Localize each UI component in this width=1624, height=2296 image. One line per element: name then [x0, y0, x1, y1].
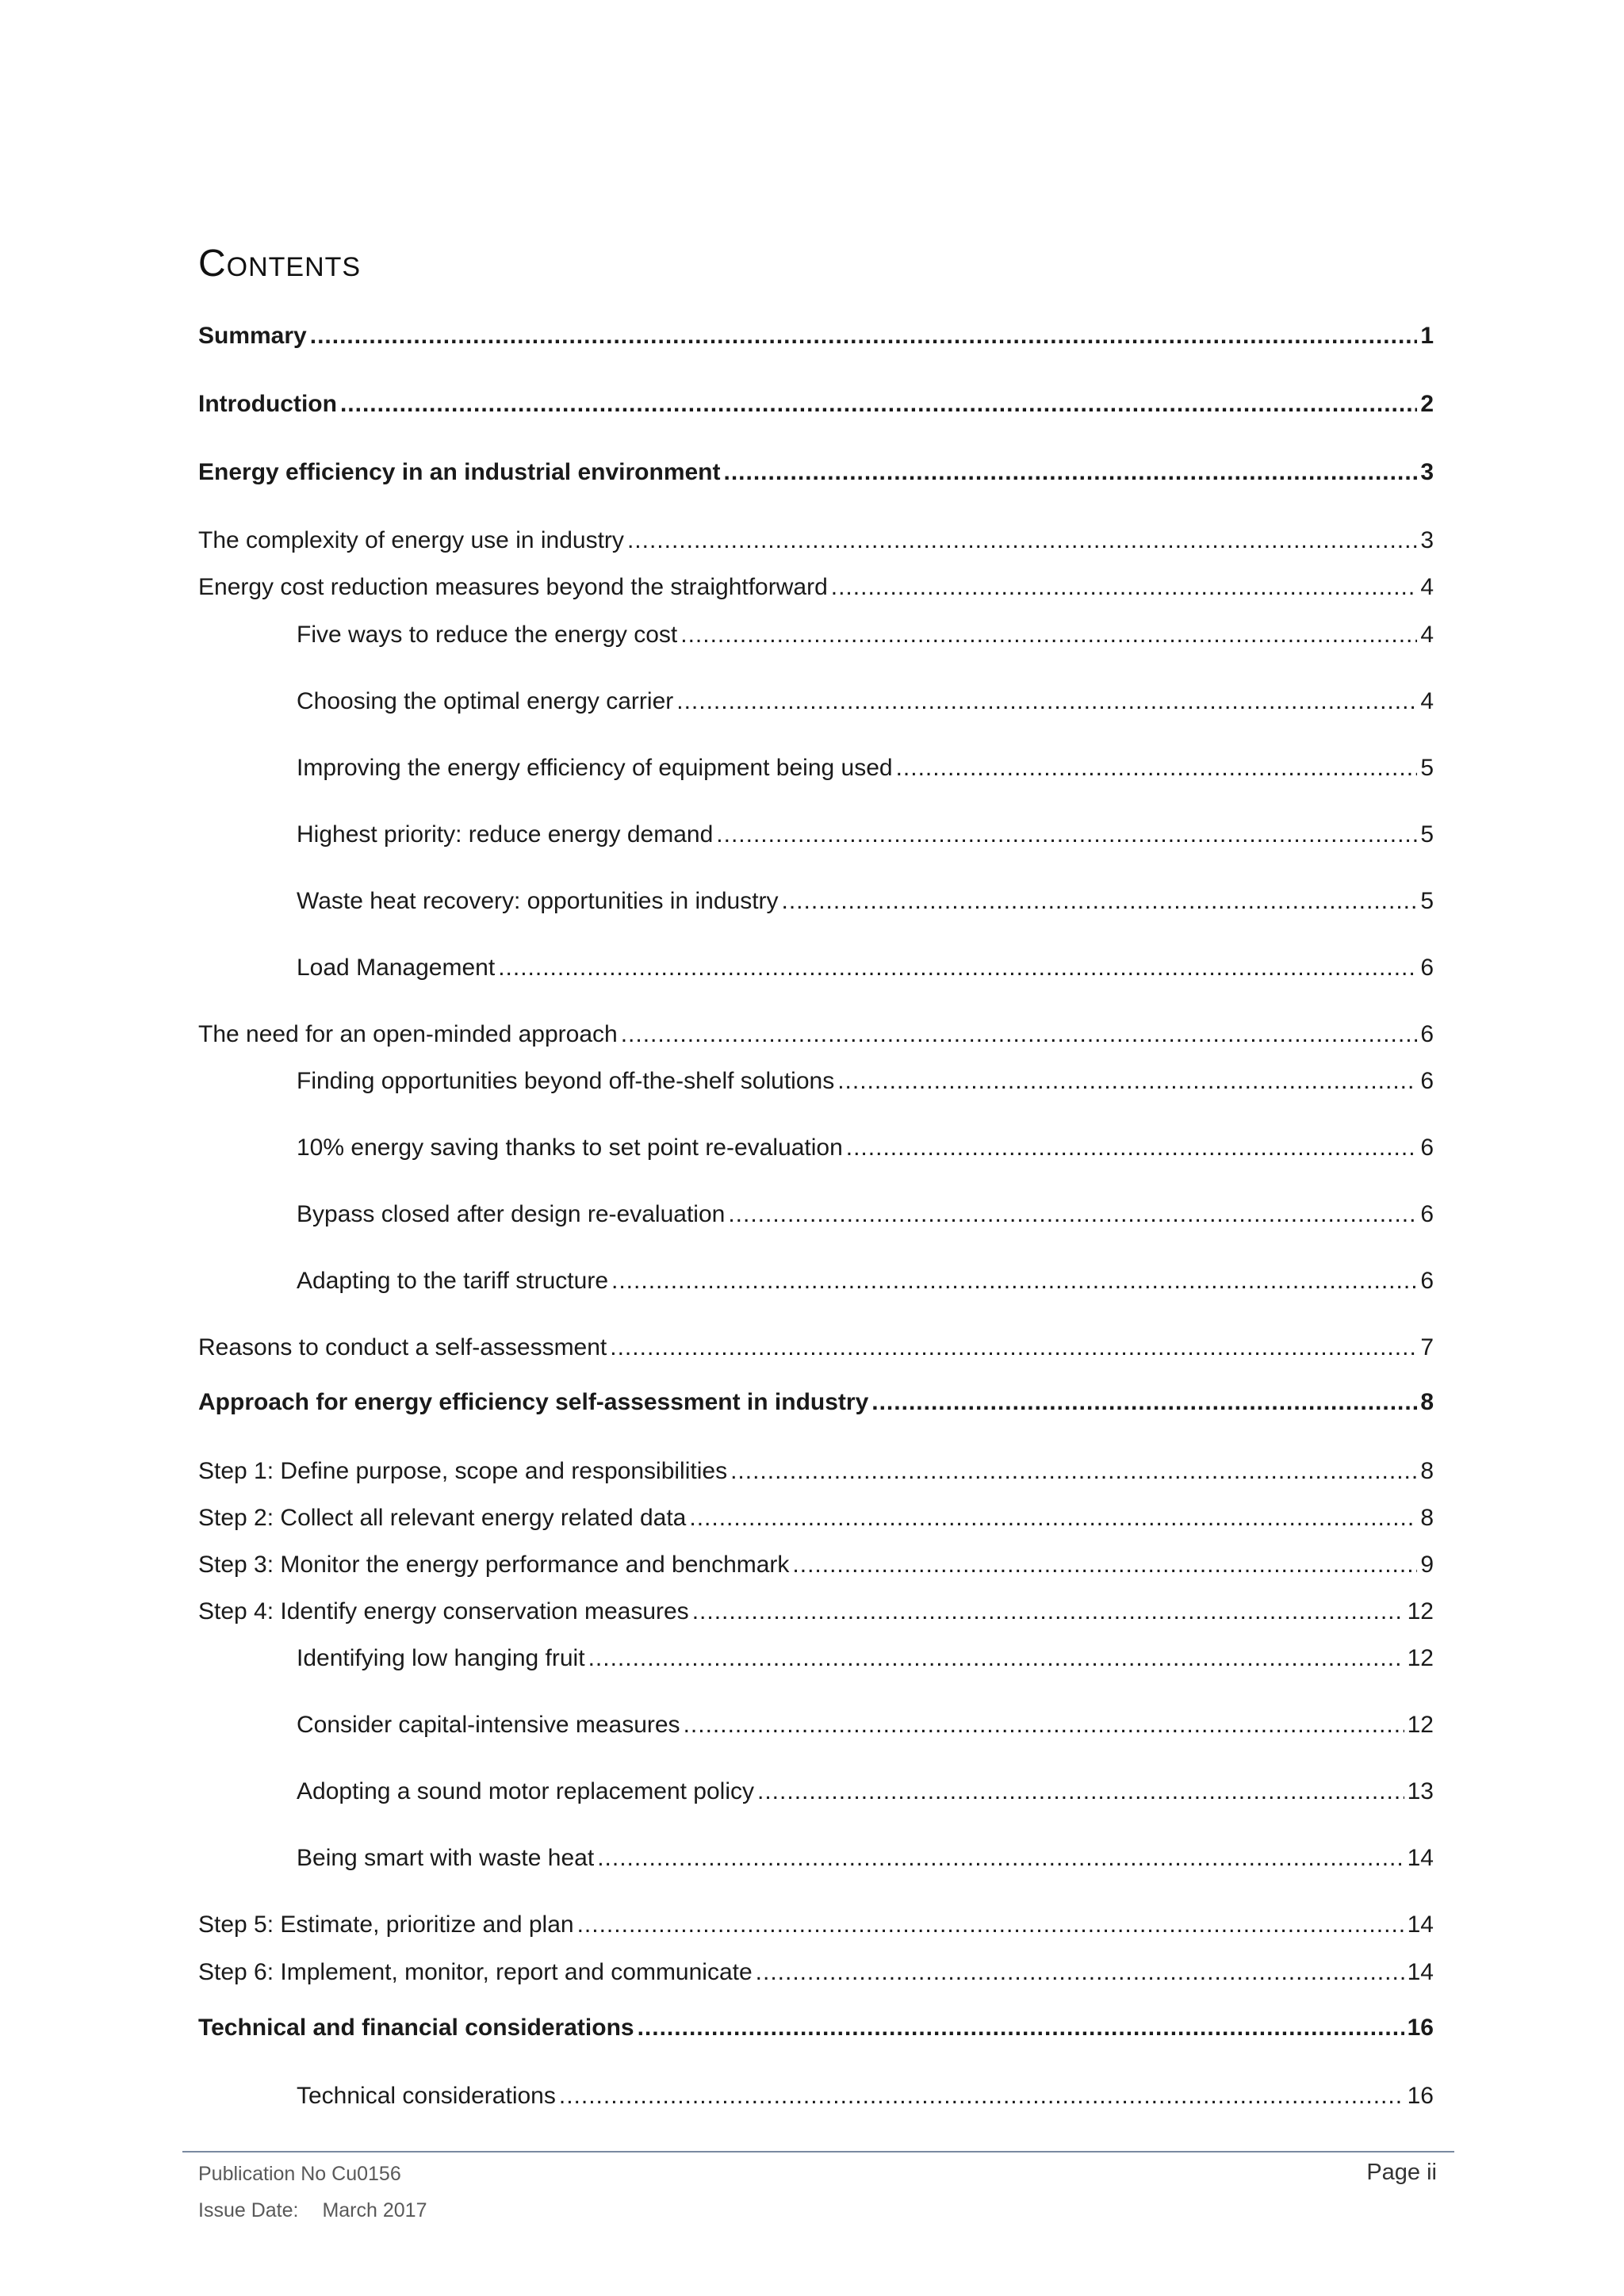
toc-entry[interactable]: [297, 619, 1434, 651]
toc-entry[interactable]: [297, 1132, 1434, 1164]
toc-dot-leader: [627, 525, 1417, 557]
toc-dot-leader: [782, 886, 1418, 917]
toc-entry[interactable]: [198, 1387, 1434, 1418]
toc-entry-page-number: 8: [1420, 1389, 1434, 1415]
toc-dot-leader: [757, 1776, 1404, 1808]
toc-dot-leader: [680, 619, 1417, 651]
toc-entry-page-number: 6: [1420, 1021, 1434, 1047]
toc-entry-title: Consider capital-intensive measures: [297, 1712, 680, 1738]
toc-entry-page-number: 16: [1407, 2083, 1434, 2109]
toc-entry[interactable]: [297, 1199, 1434, 1230]
toc-dot-leader: [692, 1596, 1404, 1628]
toc-entry-title: Improving the energy efficiency of equipment being used: [297, 755, 893, 781]
toc-entry-title: Introduction: [198, 391, 337, 417]
toc-entry[interactable]: [198, 1019, 1434, 1050]
toc-dot-leader: [310, 320, 1418, 352]
toc-entry-page-number: 6: [1420, 955, 1434, 981]
issue-date-value: March 2017: [322, 2199, 427, 2221]
footer-divider: [182, 2151, 1454, 2152]
toc-entry-page-number: 5: [1420, 888, 1434, 914]
toc-entry[interactable]: [198, 1957, 1434, 1988]
toc-dot-leader: [577, 1909, 1404, 1941]
footer-publication-number: Publication No Cu0156: [198, 2163, 401, 2185]
toc-entry[interactable]: [297, 1843, 1434, 1874]
toc-entry-title: Technical and financial considerations: [198, 2015, 634, 2041]
toc-entry[interactable]: [297, 886, 1434, 917]
toc-entry[interactable]: [297, 952, 1434, 984]
toc-dot-leader: [837, 1066, 1417, 1097]
toc-entry[interactable]: [297, 1066, 1434, 1097]
toc-entry-page-number: 16: [1407, 2015, 1434, 2041]
toc-dot-leader: [846, 1132, 1418, 1164]
toc-dot-leader: [684, 1709, 1404, 1741]
toc-entry-page-number: 14: [1407, 1959, 1434, 1985]
toc-entry-page-number: 3: [1420, 459, 1434, 485]
toc-entry-page-number: 8: [1420, 1458, 1434, 1484]
toc-entry-title: Adapting to the tariff structure: [297, 1268, 609, 1294]
toc-entry[interactable]: [198, 1502, 1434, 1534]
toc-entry[interactable]: [198, 525, 1434, 557]
toc-entry[interactable]: [198, 388, 1434, 420]
toc-entry-title: Adopting a sound motor replacement policy: [297, 1778, 755, 1804]
toc-entry[interactable]: [198, 1909, 1434, 1941]
toc-entry[interactable]: [198, 457, 1434, 488]
toc-entry-page-number: 5: [1420, 755, 1434, 781]
toc-dot-leader: [597, 1843, 1404, 1874]
toc-entry-title: Energy efficiency in an industrial environment: [198, 459, 721, 485]
toc-dot-leader: [611, 1265, 1417, 1297]
toc-entry-page-number: 13: [1407, 1778, 1434, 1804]
toc-entry-page-number: 12: [1407, 1598, 1434, 1624]
toc-entry-title: The complexity of energy use in industry: [198, 527, 624, 553]
toc-dot-leader: [896, 752, 1418, 784]
toc-entry-title: 10% energy saving thanks to set point re-evaluation: [297, 1135, 843, 1161]
toc-entry-page-number: 12: [1407, 1712, 1434, 1738]
toc-entry-title: Highest priority: reduce energy demand: [297, 821, 714, 848]
toc-entry-title: Step 1: Define purpose, scope and responsibilities: [198, 1458, 728, 1484]
toc-dot-leader: [831, 572, 1418, 603]
toc-dot-leader: [621, 1019, 1418, 1050]
toc-entry-title: Step 5: Estimate, prioritize and plan: [198, 1911, 574, 1938]
toc-dot-leader: [340, 388, 1417, 420]
toc-entry[interactable]: [297, 1776, 1434, 1808]
toc-entry-title: Finding opportunities beyond off-the-shelf solutions: [297, 1068, 835, 1094]
toc-entry[interactable]: [297, 1709, 1434, 1741]
toc-entry-page-number: 9: [1420, 1552, 1434, 1578]
toc-entry[interactable]: [297, 752, 1434, 784]
toc-dot-leader: [730, 1456, 1417, 1487]
toc-dot-leader: [676, 686, 1417, 718]
toc-entry-page-number: 4: [1420, 622, 1434, 648]
toc-dot-leader: [610, 1332, 1417, 1364]
toc-dot-leader: [724, 457, 1418, 488]
toc-entry-page-number: 5: [1420, 821, 1434, 848]
toc-dot-leader: [638, 2012, 1404, 2044]
toc-entry-page-number: 12: [1407, 1645, 1434, 1671]
toc-entry[interactable]: [198, 1549, 1434, 1581]
toc-entry[interactable]: [297, 819, 1434, 851]
toc-entry-title: Step 4: Identify energy conservation measures: [198, 1598, 689, 1624]
footer-page-number: Page ii: [1366, 2160, 1437, 2185]
toc-entry-title: Approach for energy efficiency self-assessment in industry: [198, 1389, 869, 1415]
toc-entry[interactable]: [297, 1643, 1434, 1674]
toc-entry-title: Technical considerations: [297, 2083, 556, 2109]
toc-entry[interactable]: [198, 1332, 1434, 1364]
toc-entry-title: Step 2: Collect all relevant energy related data: [198, 1505, 687, 1531]
toc-entry-page-number: 6: [1420, 1068, 1434, 1094]
toc-dot-leader: [792, 1549, 1417, 1581]
toc-entry-title: Five ways to reduce the energy cost: [297, 622, 678, 648]
toc-entry-page-number: 14: [1407, 1845, 1434, 1871]
toc-dot-leader: [716, 819, 1417, 851]
toc-entry[interactable]: [297, 686, 1434, 718]
toc-entry-page-number: 6: [1420, 1201, 1434, 1227]
toc-entry[interactable]: [297, 1265, 1434, 1297]
toc-entry-page-number: 6: [1420, 1135, 1434, 1161]
toc-entry-page-number: 2: [1420, 391, 1434, 417]
toc-entry-title: Bypass closed after design re-evaluation: [297, 1201, 726, 1227]
toc-entry-title: The need for an open-minded approach: [198, 1021, 618, 1047]
toc-dot-leader: [689, 1502, 1417, 1534]
page-title: Contents: [198, 243, 362, 285]
toc-entry-title: Waste heat recovery: opportunities in industry: [297, 888, 779, 914]
toc-entry[interactable]: [297, 2080, 1434, 2112]
issue-date-label: Issue Date:: [198, 2199, 299, 2221]
toc-entry-page-number: 14: [1407, 1911, 1434, 1938]
toc-entry[interactable]: [198, 572, 1434, 603]
toc-dot-leader: [871, 1387, 1417, 1418]
toc-entry-title: Summary: [198, 323, 307, 349]
toc-entry-page-number: 4: [1420, 688, 1434, 714]
toc-entry-page-number: 7: [1420, 1334, 1434, 1360]
toc-entry[interactable]: [198, 2012, 1434, 2044]
toc-entry-page-number: 8: [1420, 1505, 1434, 1531]
toc-dot-leader: [728, 1199, 1417, 1230]
toc-entry-title: Being smart with waste heat: [297, 1845, 595, 1871]
toc-entry-title: Choosing the optimal energy carrier: [297, 688, 674, 714]
toc-entry-title: Step 3: Monitor the energy performance and benchmark: [198, 1552, 790, 1578]
toc-entry-page-number: 6: [1420, 1268, 1434, 1294]
toc-entry-page-number: 3: [1420, 527, 1434, 553]
toc-entry-title: Load Management: [297, 955, 496, 981]
toc-entry[interactable]: [198, 1456, 1434, 1487]
toc-entry-page-number: 1: [1420, 323, 1434, 349]
toc-entry-title: Step 6: Implement, monitor, report and communicate: [198, 1959, 753, 1985]
footer-issue-date: [198, 2199, 427, 2222]
toc-entry-title: Energy cost reduction measures beyond the straightforward: [198, 574, 828, 600]
toc-dot-leader: [588, 1643, 1404, 1674]
toc-dot-leader: [498, 952, 1417, 984]
toc-entry[interactable]: [198, 320, 1434, 352]
toc-dot-leader: [756, 1957, 1404, 1988]
toc-dot-leader: [559, 2080, 1404, 2112]
toc-entry[interactable]: [198, 1596, 1434, 1628]
toc-entry-page-number: 4: [1420, 574, 1434, 600]
toc-entry-title: Reasons to conduct a self-assessment: [198, 1334, 607, 1360]
toc-entry-title: Identifying low hanging fruit: [297, 1645, 585, 1671]
